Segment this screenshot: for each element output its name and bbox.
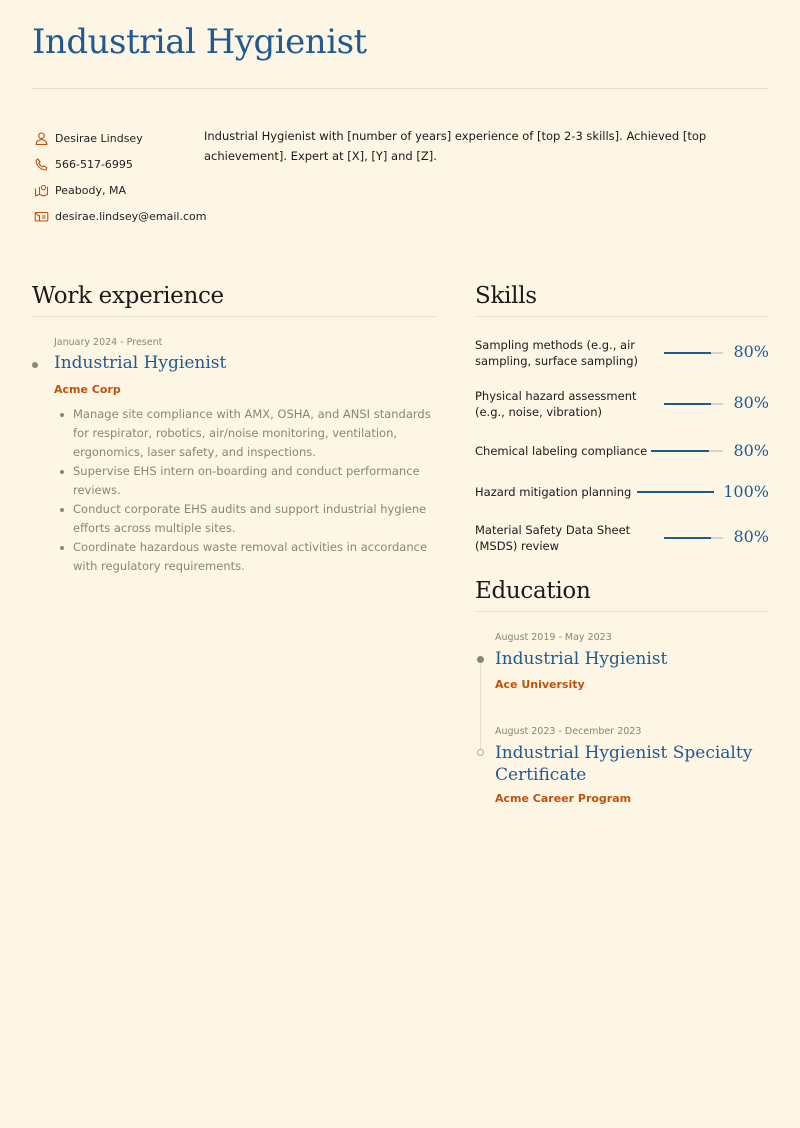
skill-percent: 80% [733,393,769,412]
job-bullet: Coordinate hazardous waste removal activities in accordance with regulatory requirements. [54,538,434,576]
skills-divider [475,316,769,317]
education-timeline-dot [477,749,484,756]
education-school: Ace University [495,678,585,691]
contact-list [34,125,206,229]
skill-level-fill [651,450,709,452]
skill-percent: 80% [733,342,769,361]
skill-item [475,337,769,369]
skill-level-bar [651,450,723,452]
education-school: Acme Career Program [495,792,632,805]
skill-percent: 80% [733,441,769,460]
education-date: August 2019 - May 2023 [495,632,612,643]
education-timeline-line [480,660,481,752]
contact-phone-row [34,151,206,177]
education-degree: Industrial Hygienist Specialty Certificate [495,743,753,785]
skill-level-bar [664,352,723,354]
skill-level-fill [637,491,714,493]
job-bullet-list [54,405,434,576]
job-bullet: Supervise EHS intern on-boarding and conduct performance reviews. [54,462,434,500]
skill-item [475,388,769,420]
skill-item [475,522,769,554]
email-icon [34,209,49,224]
job-timeline-dot [32,362,38,368]
skill-level-fill [664,403,711,405]
person-icon [34,131,49,146]
work-experience-heading: Work experience [32,283,224,309]
skill-item [475,442,769,460]
job-date: January 2024 - Present [54,337,163,348]
skill-name: Hazard mitigation planning [475,485,632,499]
education-timeline-dot [477,656,484,663]
skill-name: Sampling methods (e.g., air sampling, surface sampling) [475,338,638,368]
header-divider [32,88,768,89]
contact-location-row [34,177,206,203]
skill-name: Physical hazard assessment (e.g., noise, vibration) [475,389,637,419]
skill-level-bar [664,403,723,405]
skill-level-bar [664,537,723,539]
education-heading: Education [475,578,591,604]
contact-name-row [34,125,206,151]
work-experience-divider [32,316,436,317]
education-divider [475,611,769,612]
education-degree: Industrial Hygienist [495,649,668,669]
skill-name: Chemical labeling compliance [475,444,648,458]
skill-percent: 80% [733,527,769,546]
skill-level-fill [664,352,711,354]
skill-level-fill [664,537,711,539]
job-bullet: Conduct corporate EHS audits and support industrial hygiene efforts across multiple sites. [54,500,434,538]
skill-name: Material Safety Data Sheet (MSDS) review [475,523,631,553]
contact-name: Desirae Lindsey [55,131,143,145]
skill-percent: 100% [723,482,769,501]
phone-icon [34,157,49,172]
job-bullet: Manage site compliance with AMX, OSHA, and ANSI standards for respirator, robotics, air/noise monitoring, ventilation, ergonomics, laser safety, and inspections. [54,405,434,462]
resume-title: Industrial Hygienist [32,22,367,62]
map-icon [34,183,49,198]
profile-summary: Industrial Hygienist with [number of years] experience of [top 2-3 skills]. Achieved [top achievement]. Expert at [X], [Y] and [Z]. [204,129,707,163]
contact-phone[interactable]: 566-517-6995 [55,157,133,171]
contact-email[interactable]: desirae.lindsey@email.com [55,209,207,223]
contact-location: Peabody, MA [55,183,126,197]
skill-item [475,483,769,501]
job-title: Industrial Hygienist [54,353,227,373]
education-date: August 2023 - December 2023 [495,726,642,737]
skills-heading: Skills [475,283,537,309]
contact-email-row [34,203,206,229]
skill-level-bar [637,491,714,493]
job-company: Acme Corp [54,383,121,396]
